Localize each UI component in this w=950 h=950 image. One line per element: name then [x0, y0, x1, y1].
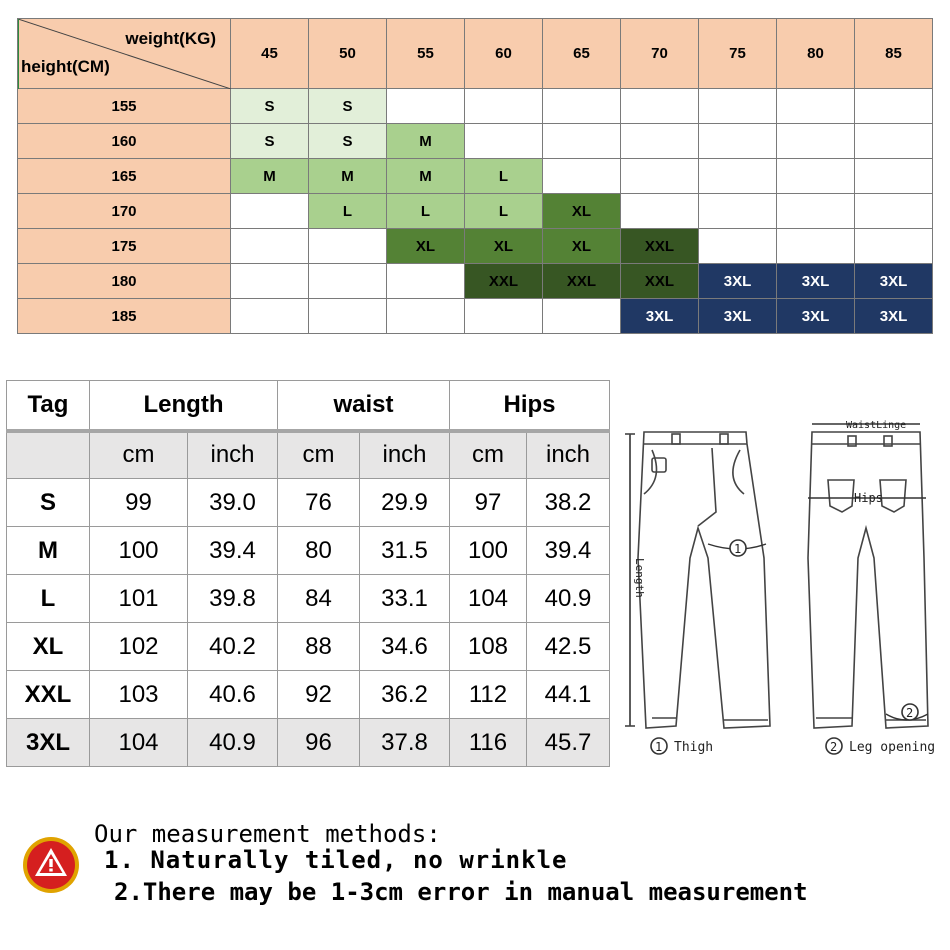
table-row: [7, 527, 610, 575]
legend-1-label: Thigh: [674, 740, 714, 755]
measurement-cell: 108: [450, 623, 527, 671]
units-row: [7, 431, 610, 479]
measurement-cell: 88: [278, 623, 360, 671]
height-cell: 185: [18, 299, 231, 334]
size-cell: XXL: [465, 264, 543, 299]
length-header: Length: [90, 381, 278, 431]
size-cell: [309, 264, 387, 299]
size-tag-cell: XXL: [7, 671, 90, 719]
measurement-cell: 34.6: [360, 623, 450, 671]
height-cell: 170: [18, 194, 231, 229]
measurement-cell: 100: [450, 527, 527, 575]
pants-front: [638, 432, 770, 728]
measurement-cell: 40.9: [188, 719, 278, 767]
measurement-cell: 40.6: [188, 671, 278, 719]
size-cell: [231, 299, 309, 334]
measurement-cell: 38.2: [527, 479, 610, 527]
size-cell: [777, 89, 855, 124]
size-cell: [855, 194, 933, 229]
size-chart-row: [18, 299, 933, 334]
size-cell: M: [309, 159, 387, 194]
size-cell: 3XL: [777, 299, 855, 334]
size-cell: [777, 159, 855, 194]
size-cell: XL: [543, 229, 621, 264]
unit-cell: inch: [360, 431, 450, 479]
size-cell: [465, 124, 543, 159]
measurement-cell: 84: [278, 575, 360, 623]
height-axis-label: height(CM): [21, 57, 110, 76]
size-cell: 3XL: [777, 264, 855, 299]
measurement-header-row: [7, 381, 610, 431]
measurement-cell: 39.8: [188, 575, 278, 623]
height-cell: 175: [18, 229, 231, 264]
measurement-cell: 39.4: [527, 527, 610, 575]
measurement-body: [7, 479, 610, 767]
size-cell: L: [309, 194, 387, 229]
size-cell: [231, 194, 309, 229]
size-tag-cell: L: [7, 575, 90, 623]
units-tag-cell: [7, 431, 90, 479]
length-label: Length: [633, 558, 646, 598]
size-cell: 3XL: [855, 299, 933, 334]
measurement-cell: 37.8: [360, 719, 450, 767]
unit-cell: cm: [450, 431, 527, 479]
size-cell: [699, 89, 777, 124]
weight-header: 85: [855, 19, 933, 89]
measurement-cell: 102: [90, 623, 188, 671]
size-cell: [387, 264, 465, 299]
unit-cell: cm: [90, 431, 188, 479]
measurement-cell: 112: [450, 671, 527, 719]
size-cell: M: [231, 159, 309, 194]
size-cell: [855, 124, 933, 159]
size-cell: [309, 229, 387, 264]
notes-line-1: 1. Naturally tiled, no wrinkle: [104, 846, 568, 874]
size-chart-corner: [18, 19, 231, 89]
size-cell: [543, 299, 621, 334]
hips-label: Hips: [854, 491, 883, 505]
size-cell: 3XL: [699, 264, 777, 299]
size-cell: L: [387, 194, 465, 229]
measurement-cell: 104: [450, 575, 527, 623]
size-tag-cell: 3XL: [7, 719, 90, 767]
table-row: [7, 623, 610, 671]
size-cell: [387, 89, 465, 124]
table-row: [7, 575, 610, 623]
table-row: [7, 719, 610, 767]
size-cell: [387, 299, 465, 334]
size-cell: [465, 89, 543, 124]
size-cell: [465, 299, 543, 334]
size-cell: [777, 194, 855, 229]
size-chart-row: [18, 194, 933, 229]
size-cell: [543, 159, 621, 194]
size-cell: XXL: [621, 264, 699, 299]
size-cell: [621, 124, 699, 159]
height-cell: 160: [18, 124, 231, 159]
measurement-cell: 99: [90, 479, 188, 527]
size-cell: [621, 89, 699, 124]
measurement-cell: 31.5: [360, 527, 450, 575]
size-cell: [699, 194, 777, 229]
size-tag-cell: S: [7, 479, 90, 527]
measurement-table: [6, 380, 610, 767]
measurement-cell: 92: [278, 671, 360, 719]
weight-header: 55: [387, 19, 465, 89]
size-tag-cell: XL: [7, 623, 90, 671]
size-cell: XL: [465, 229, 543, 264]
measurement-cell: 101: [90, 575, 188, 623]
table-row: [7, 479, 610, 527]
measurement-cell: 76: [278, 479, 360, 527]
size-chart-row: [18, 159, 933, 194]
measurement-cell: 39.4: [188, 527, 278, 575]
size-chart-row: [18, 264, 933, 299]
measurement-cell: 36.2: [360, 671, 450, 719]
measurement-cell: 104: [90, 719, 188, 767]
tag-header: Tag: [7, 381, 90, 431]
size-cell: [699, 229, 777, 264]
pants-diagram: [616, 408, 942, 768]
measurement-cell: 29.9: [360, 479, 450, 527]
hips-header: Hips: [450, 381, 610, 431]
size-cell: M: [387, 159, 465, 194]
weight-axis-label: weight(KG): [125, 29, 216, 48]
measurement-notes: [0, 818, 950, 918]
measurement-cell: 103: [90, 671, 188, 719]
weight-header: 65: [543, 19, 621, 89]
weight-header: 60: [465, 19, 543, 89]
legend-2-number: 2: [830, 740, 838, 754]
size-cell: XL: [543, 194, 621, 229]
size-cell: [231, 264, 309, 299]
measurement-cell: 40.9: [527, 575, 610, 623]
weight-header: 80: [777, 19, 855, 89]
weight-header: 70: [621, 19, 699, 89]
size-cell: [855, 159, 933, 194]
size-chart-row: [18, 89, 933, 124]
size-cell: [543, 89, 621, 124]
size-cell: XXL: [543, 264, 621, 299]
size-chart-row: [18, 229, 933, 264]
size-cell: [855, 229, 933, 264]
size-chart-header-row: [18, 19, 933, 89]
unit-cell: inch: [188, 431, 278, 479]
size-cell: [777, 229, 855, 264]
size-chart: [17, 18, 933, 334]
waist-label: WaistLinge: [846, 420, 907, 431]
marker-1-number: 1: [734, 542, 742, 556]
size-cell: [699, 159, 777, 194]
measurement-cell: 42.5: [527, 623, 610, 671]
size-cell: [309, 299, 387, 334]
measurement-cell: 97: [450, 479, 527, 527]
size-cell: 3XL: [855, 264, 933, 299]
marker-2-number: 2: [906, 706, 914, 720]
notes-line-2: 2.There may be 1-3cm error in manual measurement: [114, 878, 808, 906]
unit-cell: inch: [527, 431, 610, 479]
size-cell: 3XL: [621, 299, 699, 334]
size-cell: S: [309, 124, 387, 159]
size-cell: S: [231, 89, 309, 124]
waist-header: waist: [278, 381, 450, 431]
size-cell: [231, 229, 309, 264]
size-cell: M: [387, 124, 465, 159]
size-cell: [699, 124, 777, 159]
size-cell: [621, 159, 699, 194]
measurement-cell: 80: [278, 527, 360, 575]
measurement-cell: 45.7: [527, 719, 610, 767]
measurement-cell: 96: [278, 719, 360, 767]
size-cell: 3XL: [699, 299, 777, 334]
measurement-cell: 44.1: [527, 671, 610, 719]
size-cell: S: [231, 124, 309, 159]
notes-title: Our measurement methods:: [94, 820, 441, 848]
weight-header: 50: [309, 19, 387, 89]
size-cell: [855, 89, 933, 124]
size-cell: S: [309, 89, 387, 124]
weight-header: 75: [699, 19, 777, 89]
size-cell: L: [465, 194, 543, 229]
size-cell: [543, 124, 621, 159]
size-chart-row: [18, 124, 933, 159]
warning-icon: [22, 836, 80, 894]
size-cell: XXL: [621, 229, 699, 264]
measurement-cell: 100: [90, 527, 188, 575]
pants-back: [808, 432, 928, 728]
height-cell: 165: [18, 159, 231, 194]
legend-1-number: 1: [655, 740, 663, 754]
measurement-cell: 40.2: [188, 623, 278, 671]
unit-cell: cm: [278, 431, 360, 479]
height-cell: 180: [18, 264, 231, 299]
measurement-cell: 116: [450, 719, 527, 767]
measurement-cell: 39.0: [188, 479, 278, 527]
table-row: [7, 671, 610, 719]
size-cell: L: [465, 159, 543, 194]
legend-2-label: Leg opening: [849, 740, 936, 755]
size-cell: [777, 124, 855, 159]
size-cell: [621, 194, 699, 229]
size-tag-cell: M: [7, 527, 90, 575]
measurement-cell: 33.1: [360, 575, 450, 623]
height-cell: 155: [18, 89, 231, 124]
weight-header: 45: [231, 19, 309, 89]
size-chart-body: [18, 89, 933, 334]
size-cell: XL: [387, 229, 465, 264]
